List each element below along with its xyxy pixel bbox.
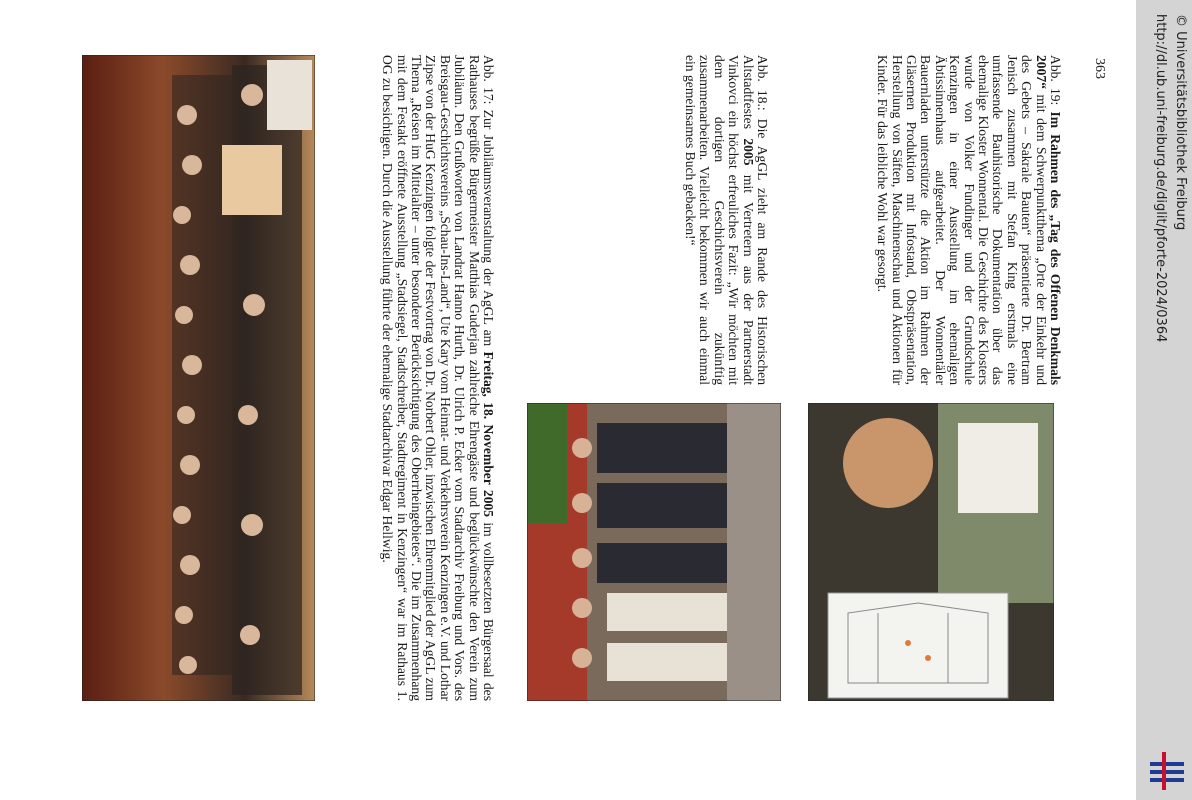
university-library-logo-icon [1142,748,1186,792]
caption19-prefix: Abb. 19: [1048,55,1063,112]
caption17-prefix: Abb. 17: Zur Jubiläumsveranstaltung der AgGL am [481,55,496,352]
library-sidebar [1136,0,1192,800]
caption17-date: Freitag, 18. November 2005 [481,351,496,518]
sidebar-url-link[interactable]: http://dl.ub.uni-freiburg.de/diglit/pforte-2024/0364 [1153,14,1168,343]
page-number: 363 [1092,58,1107,79]
photo-abb19-plan [808,403,1054,701]
photo-abb18-outdoor [527,403,781,701]
caption19-text: mit dem Schwerpunktthema „Orte der Einkehr und des Gebets – Sakrale Bauten“ präsentierte Dr. Bertram Jenisch zusammen mit Stefan King erstmals eine umfassende Bauhistorische Dokumentation über das ehemalige Kloster Wonnental. Die Geschichte des Klosters wurde von Volker Fundinger und der Grundschule Kenzingen in einer Ausstellung im ehemaligen Äbtissinnenhaus aufgearbeitet. Der Wonnentäler Bauernladen unterstützte die Aktion im Rahmen der Gläsernen Produktion mit Infostand, Obstpräsentation, Herstellung von Säften, Maschinenschau und Aktionen für Kinder. Für das leibliche Wohl war gesorgt. [875,55,1049,385]
photo-abb18-image [527,403,781,701]
photo-abb19-image [808,403,1054,701]
caption18-prefix: Abb. 18.: Die AgGL zieht am Rande des Historischen Altstadtfestes [740,55,770,385]
caption19-lead: Im Rahmen des „Tag des Offenen Denkmals 2007“ [1033,55,1063,385]
caption-abb19 [875,55,1062,385]
caption18-year: 2005 [740,138,756,166]
caption18-text: mit Vertretern aus der Partnerstadt Vinkovci ein höchst erfreuliches Fazit: „Wir möchten mit dem dortigen Geschichtsverein zukünftig zusammenarbeiten. Vielleicht bekommen wir auch einmal ein gemeinsames Buch gebacken!“ [682,55,756,385]
caption-abb17 [380,55,495,701]
caption-abb18 [683,55,769,385]
photo-abb17-image [82,55,315,701]
sidebar-copyright: © Universitätsbibliothek Freiburg [1173,14,1188,231]
caption17-text: im vollbesetzten Bürgersaal des Rathauses begrüßte Bürgermeister Matthias Guderjan zahlreiche Ehrengäste und beglückwünschte den Verein zum Jubiläum. Den Grußworten von Landrat Hanno Hurth, Dr. Ulrich P. Ecker vom Stadtarchiv Freiburg und Vors. des Breisgau-Geschichtsvereins „Schau-Ins-Land“, Ute Kary vom Heimat- und Verkehrsverein Kenzingen e.V. und Lothar Zipse von der HuG Kenzingen folgte der Festvortrag von Dr. Norbert Ohler, inzwischen Ehrenmitglied der AgGL zum Thema „Reisen im Mittelalter – unter besonderer Berücksichtigung des Oberrheingebietes“. Die im Zusammenhang mit dem Festakt eröffnete Ausstellung „Stadtsiegel, Stadtschreiber, Stadtregiment in Kenzingen“ war im Rathaus 1. OG zu besichtigen. Durch die Ausstellung führte der ehemalige Stadtarchivar Edgar Hellwig. [380,55,496,702]
photo-abb17-group [82,55,315,701]
